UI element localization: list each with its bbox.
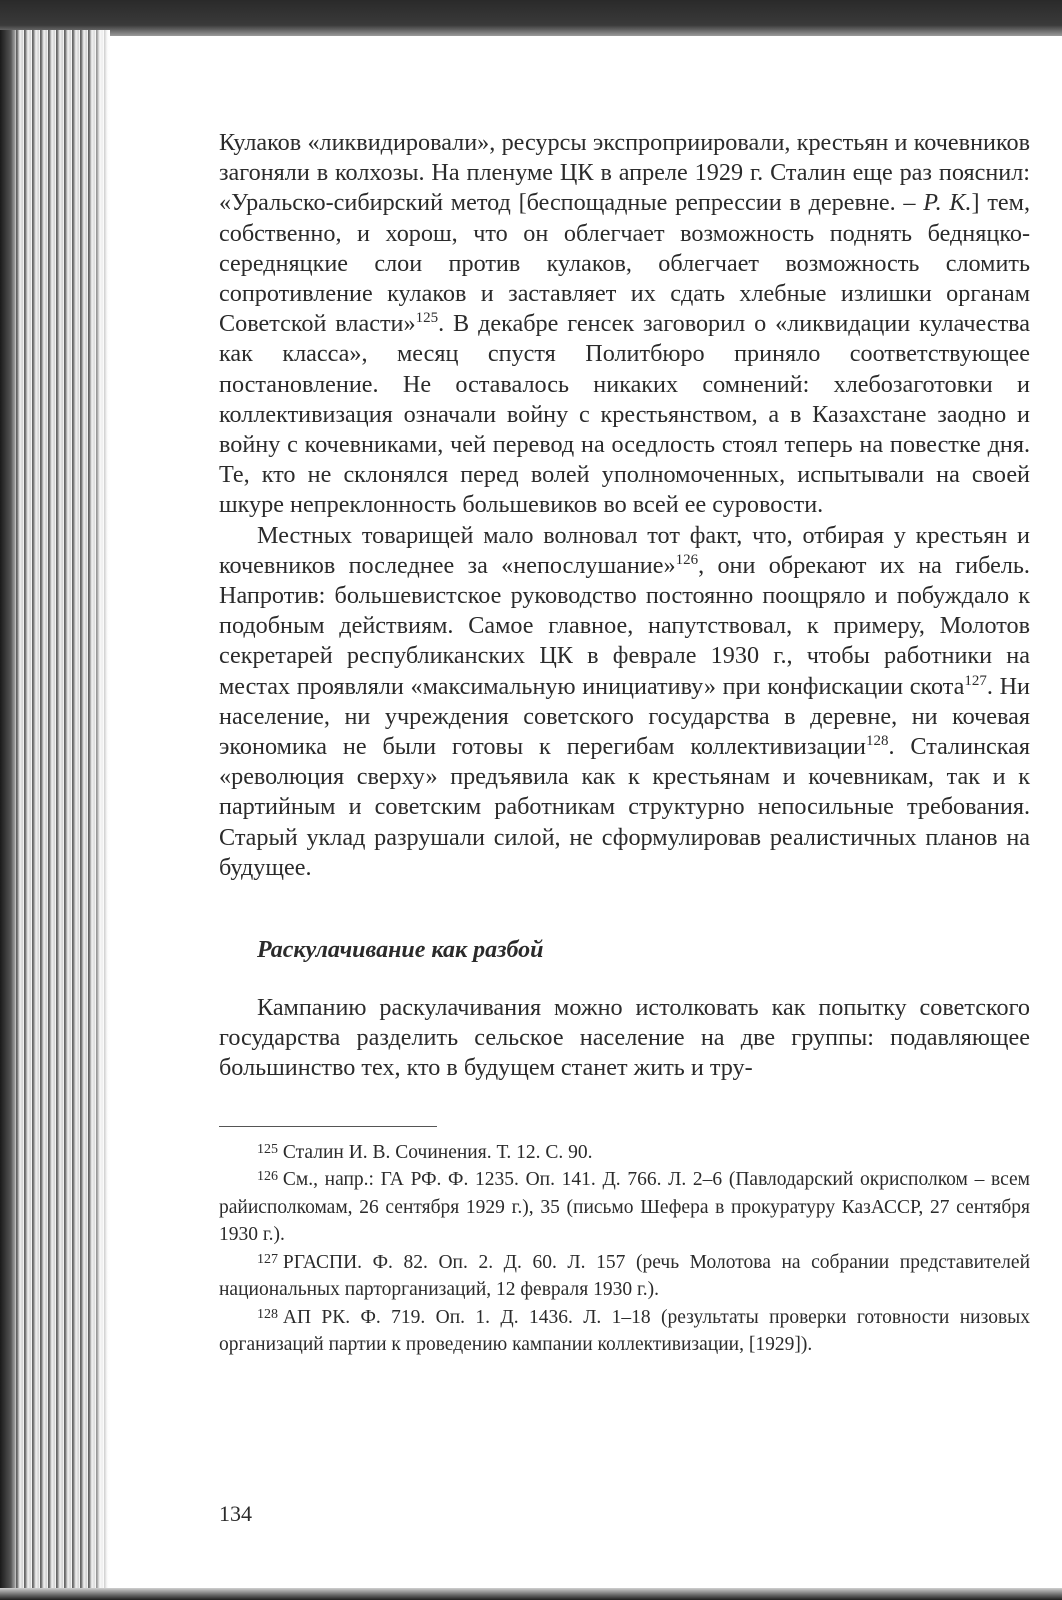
scan-bottom-edge [0, 1588, 1062, 1600]
footnote-ref-126[interactable]: 126 [675, 551, 699, 568]
scan-top-edge [0, 0, 1062, 36]
footnote-text: Сталин И. В. Сочинения. Т. 12. С. 90. [282, 1141, 593, 1163]
footnote-text: РГАСПИ. Ф. 82. Оп. 2. Д. 60. Л. 157 (речь Молотова на собрании представителей национальных парторганизаций, 12 февраля 1930 г.). [219, 1251, 1030, 1301]
paragraph-3: Кампанию раскулачивания можно истолковать как попытку советского государства разделить сельское население на две группы: подавляющее большинство тех, кто в будущем станет жить и тру- [219, 994, 1030, 1082]
paragraph-2-text-b: , они обрекают их на гибель. Напротив: большевистское руководство постоянно поощряло и побуждало к подобным действиям. Самое главное, напутствовал, к примеру, Молотов секретарей республиканских ЦК в феврале 1930 г., чтобы работники на местах проявляли «максимальную инициативу» при конфискации скота [219, 551, 1030, 700]
book-spine-shadow [0, 30, 18, 1600]
author-initials: Р. К. [923, 189, 972, 217]
paragraph-2 [219, 521, 1030, 883]
footnote-number: 125 [257, 1141, 278, 1157]
paragraph-2-text-c: . Ни население, ни учреждения советского государства в деревне, ни кочевая экономика не были готовы к перегибам коллективизации [219, 672, 1030, 761]
footnote-125 [219, 1139, 1030, 1167]
page-number: 134 [219, 1501, 252, 1526]
footnote-127 [219, 1249, 1030, 1304]
footnote-126 [219, 1166, 1030, 1249]
paragraph-1-text-a: Кулаков «ликвидировали», ресурсы экспроприировали, крестьян и кочевников загоняли в колхозы. На пленуме ЦК в апреле 1929 г. Сталин еще раз пояснил: «Уральско-сибирский метод [беспощадные репрессии в деревне. – [219, 129, 1030, 217]
footnote-ref-127[interactable]: 127 [964, 672, 987, 689]
footnote-number: 126 [257, 1169, 278, 1185]
footnote-128 [219, 1304, 1030, 1359]
paragraph-2-text-d: . Сталинская «революция сверху» предъявила как к крестьянам и кочевникам, так и к партийным и советским работникам структурно непосильные требования. Старый уклад разрушали силой, не сформулировав реалистичных планов на будущее. [219, 733, 1030, 881]
paragraph-2-text-a: Местных товарищей мало волновал тот факт, что, отбирая у крестьян и кочевников последнее за «непослушание» [219, 521, 1030, 579]
footnote-number: 127 [257, 1251, 278, 1267]
footnote-text: АП РК. Ф. 719. Оп. 1. Д. 1436. Л. 1–18 (результаты проверки готовности низовых организаций партии к проведению кампании коллективизации, [1929]). [219, 1306, 1030, 1356]
footnote-number: 128 [257, 1306, 278, 1322]
paragraph-1-text-b: ] тем, собственно, и хорош, что он облегчает возможность поднять бедняцко-середняцкие слои против кулаков, облегчает возможность сломить сопротивление кулаков и заставляет их сдать хлебные излишки органам Советской власти» [219, 189, 1030, 338]
paragraph-1 [219, 128, 1030, 521]
paragraph-1-text-c: . В декабре генсек заговорил о «ликвидации кулачества как класса», месяц спустя Политбюро приняло соответствующее постановление. Не оставалось никаких сомнений: хлебозаготовки и коллективизация означали войну с крестьянством, а в Казахстане заодно и войну с кочевниками, чей перевод на оседлость стоял теперь на повестке дня. Те, кто не склонялся перед волей уполномоченных, испытывали на своей шкуре непреклонность большевиков во всей ее суровости. [219, 310, 1030, 519]
section-heading: Раскулачивание как разбой [257, 937, 544, 964]
footnote-ref-125[interactable]: 125 [415, 310, 439, 327]
footnote-text: См., напр.: ГА РФ. Ф. 1235. Оп. 141. Д. 766. Л. 2–6 (Павлодарский окрисполком – всем райисполкомам, 26 сентября 1929 г.), 35 (письмо Шефера в прокуратуру КазАССР, 27 сентября 1930 г.). [219, 1169, 1030, 1246]
page-body [219, 128, 1030, 1359]
footnote-ref-128[interactable]: 128 [865, 733, 889, 749]
